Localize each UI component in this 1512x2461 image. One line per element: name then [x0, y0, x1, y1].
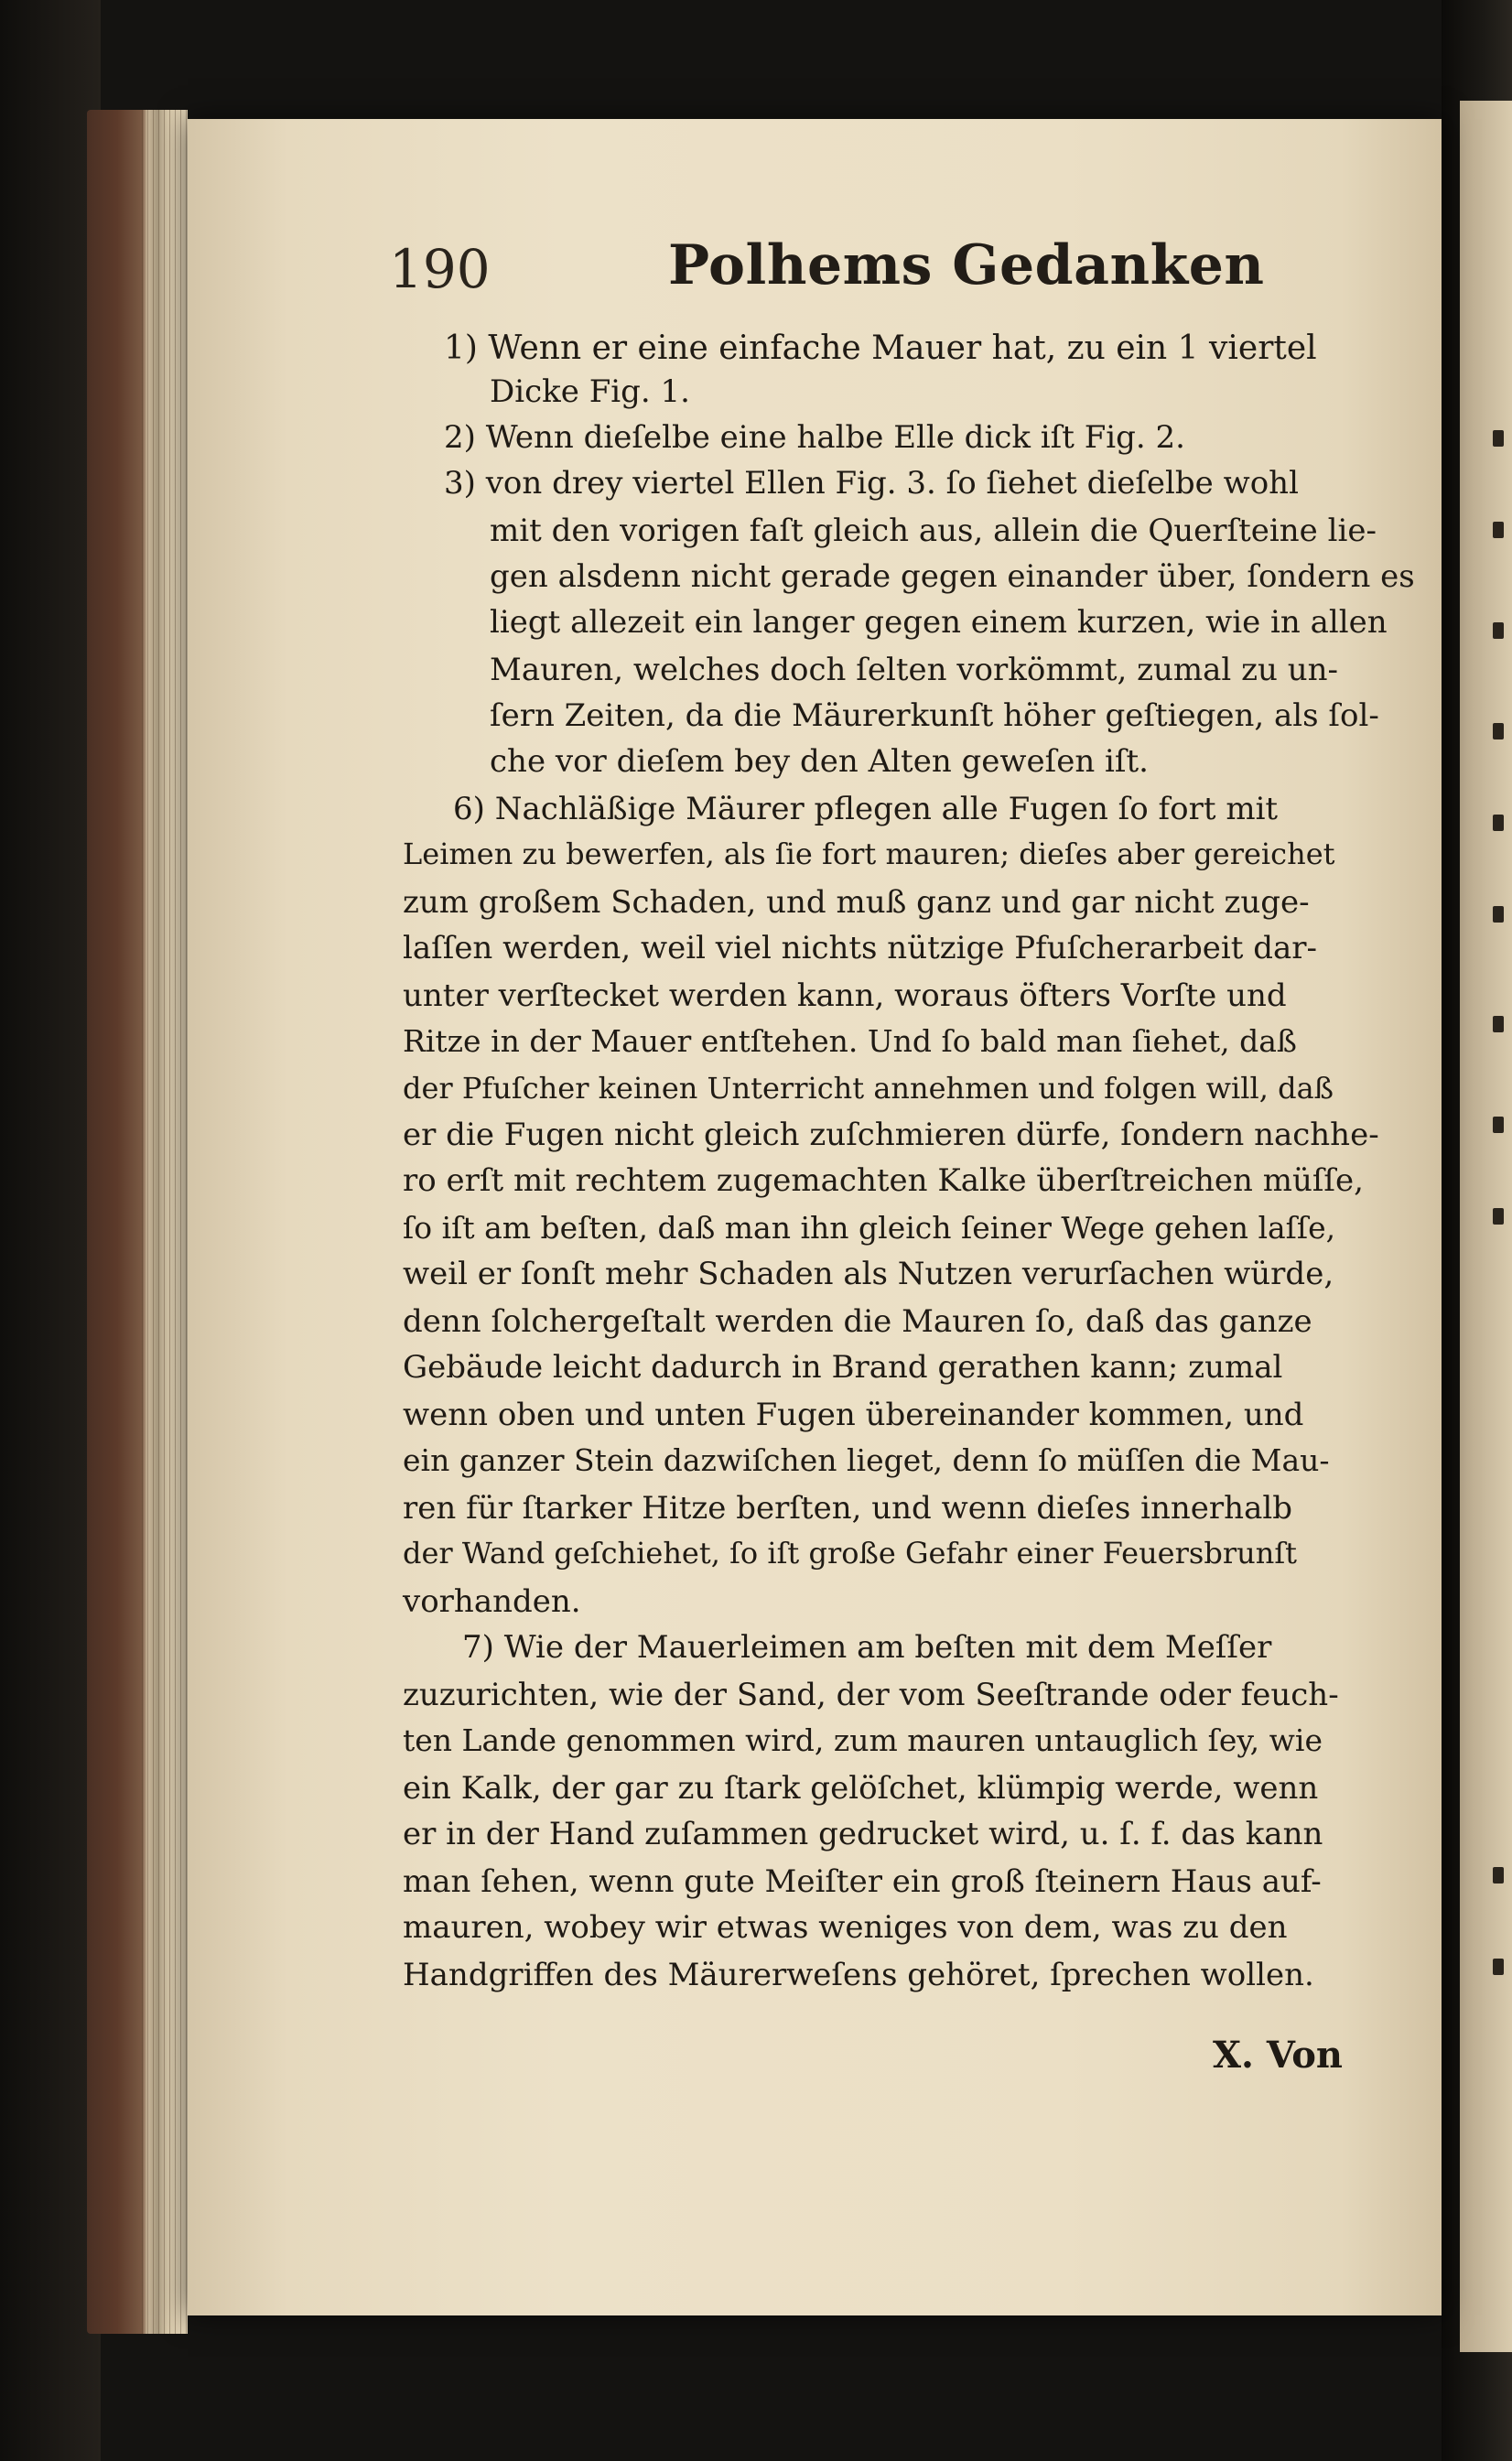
text-line: unter verſtecket werden kann, woraus öfters Vorſte und	[403, 977, 1287, 1014]
text-line: 7) Wie der Mauerleimen am beſten mit dem Meſſer	[462, 1629, 1272, 1666]
text-line: Ritze in der Mauer entſtehen. Und ſo bald man ſiehet, daß	[403, 1023, 1297, 1059]
text-line: Gebäude leicht dadurch in Brand gerathen kann; zumal	[403, 1349, 1283, 1386]
text-line: mit den vorigen faſt gleich aus, allein die Querſteine lie-	[490, 513, 1377, 549]
text-line: 2) Wenn dieſelbe eine halbe Elle dick iſt Fig. 2.	[444, 419, 1185, 456]
text-line: er in der Hand zuſammen gedrucket wird, u. ſ. f. das kann	[403, 1816, 1323, 1852]
background-left	[0, 0, 101, 2461]
book-page	[188, 119, 1442, 2315]
text-line: man ſehen, wenn gute Meiſter ein groß ſteinern Haus auf-	[403, 1863, 1322, 1900]
text-line: ro erſt mit rechtem zugemachten Kalke überſtreichen müſſe,	[403, 1162, 1364, 1199]
text-line: 3) von drey viertel Ellen Fig. 3. ſo ſiehet dieſelbe wohl	[444, 465, 1299, 502]
text-line: ten Lande genommen wird, zum mauren untauglich ſey, wie	[403, 1722, 1323, 1758]
text-line: ren für ſtarker Hitze berſten, und wenn dieſes innerhalb	[403, 1490, 1292, 1527]
text-line: ein ganzer Stein dazwiſchen lieget, denn ſo müſſen die Mau-	[403, 1442, 1330, 1478]
text-line: ſern Zeiten, da die Mäurerkunſt höher geſtiegen, als ſol-	[490, 697, 1379, 734]
text-line: zum großem Schaden, und muß ganz und gar nicht zuge-	[403, 884, 1310, 921]
text-line: ein Kalk, der gar zu ſtark gelöſchet, klümpig werde, wenn	[403, 1770, 1319, 1807]
text-line: weil er ſonſt mehr Schaden als Nutzen verurſachen würde,	[403, 1256, 1334, 1292]
text-line: Handgriffen des Mäurerweſens gehöret, ſprechen wollen.	[403, 1957, 1314, 1993]
text-line: er die Fugen nicht gleich zuſchmieren dürfe, ſondern nachhe-	[403, 1117, 1379, 1153]
page-number: 190	[389, 238, 491, 300]
facing-page-edge	[1460, 101, 1512, 2352]
text-line: gen alsdenn nicht gerade gegen einander über, ſondern es	[490, 558, 1415, 595]
catchword: X. Von	[1213, 2034, 1344, 2077]
book-page-edges	[87, 110, 188, 2334]
text-line: vorhanden.	[403, 1583, 581, 1620]
running-title: Polhems Gedanken	[668, 233, 1265, 297]
text-line: ſo iſt am beſten, daß man ihn gleich ſeiner Wege gehen laſſe,	[403, 1210, 1336, 1246]
text-line: liegt allezeit ein langer gegen einem kurzen, wie in allen	[490, 604, 1388, 641]
text-line: der Wand geſchiehet, ſo iſt große Gefahr einer Feuersbrunſt	[403, 1536, 1298, 1571]
text-line: 1) Wenn er eine einfache Mauer hat, zu ein 1 viertel	[444, 329, 1317, 367]
text-line: zuzurichten, wie der Sand, der vom Seeſtrande oder feuch-	[403, 1677, 1339, 1713]
text-line: che vor dieſem bey den Alten geweſen iſt.	[490, 743, 1149, 780]
text-line: laſſen werden, weil viel nichts nützige Pfuſcherarbeit dar-	[403, 930, 1318, 966]
text-line: 6) Nachläßige Mäurer pflegen alle Fugen ſo fort mit	[453, 791, 1279, 827]
text-line: wenn oben und unten Fugen übereinander kommen, und	[403, 1397, 1304, 1433]
text-line: Leimen zu bewerfen, als ſie fort mauren; dieſes aber gereichet	[403, 837, 1335, 871]
text-line: Mauren, welches doch ſelten vorkömmt, zumal zu un-	[490, 652, 1338, 688]
text-line: der Pfuſcher keinen Unterricht annehmen und folgen will, daß	[403, 1071, 1334, 1106]
text-line: denn ſolchergeſtalt werden die Mauren ſo, daß das ganze	[403, 1303, 1312, 1340]
text-line: Dicke Fig. 1.	[490, 373, 690, 410]
text-line: mauren, wobey wir etwas weniges von dem, was zu den	[403, 1909, 1288, 1946]
